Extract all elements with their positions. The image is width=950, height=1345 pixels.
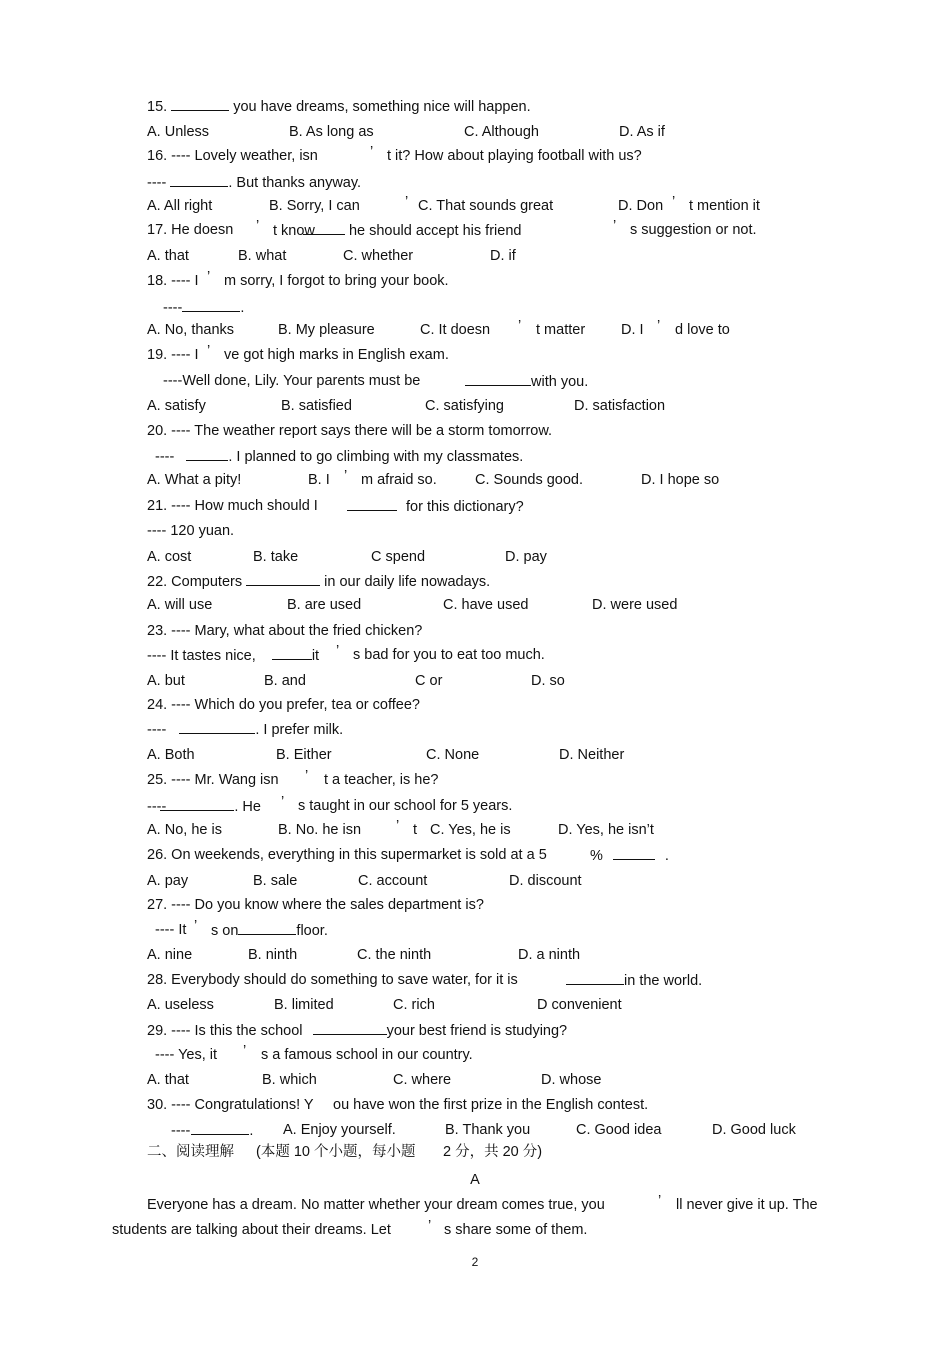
q28-option-b: B. limited xyxy=(274,997,334,1013)
question-21-reply: ---- 120 yuan. xyxy=(147,523,235,539)
passage-label: A xyxy=(470,1172,480,1188)
q15-option-b: B. As long as xyxy=(289,124,374,140)
apostrophe: ’ xyxy=(305,768,309,784)
question-30-cont: ou have won the first prize in the English contest. xyxy=(333,1097,649,1113)
q16-option-d: D. Don xyxy=(618,198,664,214)
q17-option-a: A. that xyxy=(147,248,189,264)
answer-blank xyxy=(613,846,655,860)
q23-option-d: D. so xyxy=(531,673,565,689)
question-24-reply: ---- . I prefer milk. xyxy=(147,722,344,738)
question-28-end: in the world. xyxy=(566,971,702,990)
question-27: 27. ---- Do you know where the sales department is? xyxy=(147,897,484,913)
q27-option-d: D. a ninth xyxy=(518,947,581,963)
question-25-reply-end: s taught in our school for 5 years. xyxy=(298,798,513,814)
q18-option-c-cont: t matter xyxy=(536,322,586,338)
apostrophe: ’ xyxy=(613,218,617,234)
question-24: 24. ---- Which do you prefer, tea or coffee? xyxy=(147,697,420,713)
q29-option-b: B. which xyxy=(262,1072,317,1088)
q27-option-b: B. ninth xyxy=(248,947,298,963)
question-15: 15. you have dreams, something nice will happen. xyxy=(147,99,531,115)
question-19-cont: ve got high marks in English exam. xyxy=(224,347,449,363)
answer-blank xyxy=(238,921,296,935)
q19-option-c: C. satisfying xyxy=(425,398,504,414)
answer-blank xyxy=(303,221,345,235)
q28-option-a: A. useless xyxy=(147,997,214,1013)
q30-option-a: A. Enjoy yourself. xyxy=(283,1122,396,1138)
q20-option-b-cont: m afraid so. xyxy=(361,472,437,488)
question-20: 20. ---- The weather report says there will be a storm tomorrow. xyxy=(147,423,553,439)
question-28: 28. Everybody should do something to save water, for it is xyxy=(147,972,518,988)
answer-blank xyxy=(465,372,531,386)
q27-option-a: A. nine xyxy=(147,947,193,963)
apostrophe: ’ xyxy=(405,194,409,210)
answer-blank xyxy=(313,1021,387,1035)
section-heading: 二、阅读理解 xyxy=(147,1144,234,1160)
q30-option-c: C. Good idea xyxy=(576,1122,662,1138)
apostrophe: ’ xyxy=(194,918,198,934)
q26-option-d: D. discount xyxy=(509,873,582,889)
q22-option-b: B. are used xyxy=(287,597,362,613)
q26-option-c: C. account xyxy=(358,873,428,889)
question-29: 29. ---- Is this the school your best friend is studying? xyxy=(147,1023,568,1039)
q24-option-a: A. Both xyxy=(147,747,195,763)
q29-option-d: D. whose xyxy=(541,1072,602,1088)
q19-option-b: B. satisfied xyxy=(281,398,352,414)
q25-option-c: C. Yes, he is xyxy=(430,822,511,838)
q15-option-c: C. Although xyxy=(464,124,539,140)
q18-option-c: C. It doesn xyxy=(420,322,491,338)
q26-option-b: B. sale xyxy=(253,873,298,889)
q25-option-a: A. No, he is xyxy=(147,822,222,838)
q25-option-b-cont: t xyxy=(413,822,418,838)
q18-option-b: B. My pleasure xyxy=(278,322,375,338)
answer-blank xyxy=(347,497,397,511)
passage-line-end: ll never give it up. The xyxy=(676,1197,818,1213)
question-26-end: % . xyxy=(590,848,669,864)
q16-option-a: A. All right xyxy=(147,198,213,214)
question-21-end: for this dictionary? xyxy=(347,497,524,516)
answer-blank xyxy=(170,173,228,187)
q21-option-b: B. take xyxy=(253,549,299,565)
q19-option-a: A. satisfy xyxy=(147,398,206,414)
answer-blank xyxy=(186,447,228,461)
apostrophe: ’ xyxy=(281,794,285,810)
question-23: 23. ---- Mary, what about the fried chicken? xyxy=(147,623,423,639)
question-29-reply-end: s a famous school in our country. xyxy=(261,1047,473,1063)
question-19-reply: ----Well done, Lily. Your parents must be xyxy=(163,373,421,389)
answer-blank xyxy=(179,720,255,734)
q15-option-d: D. As if xyxy=(619,124,665,140)
question-23-reply: ---- It tastes nice, it xyxy=(147,648,320,664)
q24-option-b: B. Either xyxy=(276,747,332,763)
apostrophe: ’ xyxy=(207,343,211,359)
section-scoring: (本题 10 个小题，每小题 xyxy=(256,1144,416,1160)
question-30-reply: ---- . xyxy=(171,1123,254,1139)
apostrophe: ’ xyxy=(658,1193,662,1209)
question-18-cont: m sorry, I forgot to bring your book. xyxy=(224,273,449,289)
q27-option-c: C. the ninth xyxy=(357,947,432,963)
answer-blank xyxy=(566,971,624,985)
answer-blank xyxy=(160,797,234,811)
q20-option-c: C. Sounds good. xyxy=(475,472,584,488)
q30-option-d: D. Good luck xyxy=(712,1122,796,1138)
passage-line-end: s share some of them. xyxy=(444,1222,588,1238)
question-21: 21. ---- How much should I xyxy=(147,498,318,514)
q22-option-d: D. were used xyxy=(592,597,678,613)
answer-blank xyxy=(182,298,240,312)
question-16-cont: t it? How about playing football with us? xyxy=(387,148,642,164)
q17-option-b: B. what xyxy=(238,248,287,264)
question-17-cont: t know he should accept his friend xyxy=(273,223,522,239)
q18-option-a: A. No, thanks xyxy=(147,322,235,338)
q17-option-d: D. if xyxy=(490,248,516,264)
apostrophe: ’ xyxy=(518,318,522,334)
apostrophe: ’ xyxy=(256,218,260,234)
q23-option-b: B. and xyxy=(264,673,306,689)
passage-line: Everyone has a dream. No matter whether your dream comes true, you xyxy=(147,1197,605,1213)
question-17: 17. He doesn xyxy=(147,222,234,238)
q22-option-c: C. have used xyxy=(443,597,529,613)
q28-option-c: C. rich xyxy=(393,997,435,1013)
q29-option-c: C. where xyxy=(393,1072,452,1088)
q18-option-d: D. I xyxy=(621,322,644,338)
answer-blank xyxy=(272,646,312,660)
apostrophe: ’ xyxy=(243,1043,247,1059)
q20-option-a: A. What a pity! xyxy=(147,472,242,488)
q21-option-a: A. cost xyxy=(147,549,192,565)
apostrophe: ’ xyxy=(657,318,661,334)
question-29-reply: ---- Yes, it xyxy=(155,1047,218,1063)
question-20-reply: ---- . I planned to go climbing with my classmates. xyxy=(155,449,524,465)
q24-option-d: D. Neither xyxy=(559,747,625,763)
section-scoring-end: 2 分，共 20 分) xyxy=(443,1144,543,1160)
q26-option-a: A. pay xyxy=(147,873,189,889)
question-16: 16. ---- Lovely weather, isn xyxy=(147,148,318,164)
apostrophe: ’ xyxy=(672,194,676,210)
q20-option-d: D. I hope so xyxy=(641,472,720,488)
question-25: 25. ---- Mr. Wang isn xyxy=(147,772,279,788)
question-18: 18. ---- I xyxy=(147,273,199,289)
q24-option-c: C. None xyxy=(426,747,480,763)
q29-option-a: A. that xyxy=(147,1072,189,1088)
q23-option-c: C or xyxy=(415,673,443,689)
q16-option-d-cont: t mention it xyxy=(689,198,760,214)
question-26: 26. On weekends, everything in this supermarket is sold at a 5 xyxy=(147,847,547,863)
answer-blank xyxy=(171,97,229,111)
q30-option-b: B. Thank you xyxy=(445,1122,531,1138)
q25-option-b: B. No. he isn xyxy=(278,822,362,838)
question-16-reply: ---- . But thanks anyway. xyxy=(147,175,362,191)
q21-option-d: D. pay xyxy=(505,549,547,565)
question-17-end: s suggestion or not. xyxy=(630,222,757,238)
apostrophe: ’ xyxy=(344,468,348,484)
q20-option-b: B. I xyxy=(308,472,330,488)
answer-blank xyxy=(246,572,320,586)
apostrophe: ’ xyxy=(428,1218,432,1234)
question-18-reply: ---- . xyxy=(163,300,245,316)
q16-option-c: C. That sounds great xyxy=(418,198,554,214)
page-number: 2 xyxy=(471,1255,479,1269)
question-25-reply: ---- . He xyxy=(147,799,261,815)
question-19: 19. ---- I xyxy=(147,347,199,363)
question-30: 30. ---- Congratulations! Y xyxy=(147,1097,314,1113)
question-22: 22. Computers in our daily life nowadays. xyxy=(147,574,491,590)
question-25-cont: t a teacher, is he? xyxy=(324,772,439,788)
question-19-reply-end: with you. xyxy=(465,372,588,391)
question-27-reply: ---- It xyxy=(155,922,187,938)
question-27-reply-end: s on floor. xyxy=(211,923,328,939)
q23-option-a: A. but xyxy=(147,673,185,689)
apostrophe: ’ xyxy=(336,643,340,659)
q19-option-d: D. satisfaction xyxy=(574,398,666,414)
apostrophe: ’ xyxy=(370,144,374,160)
q25-option-d: D. Yes, he isn’t xyxy=(558,822,654,838)
q18-option-d-cont: d love to xyxy=(675,322,730,338)
q16-option-b: B. Sorry, I can xyxy=(269,198,360,214)
q17-option-c: C. whether xyxy=(343,248,414,264)
apostrophe: ’ xyxy=(207,269,211,285)
q22-option-a: A. will use xyxy=(147,597,213,613)
passage-line: students are talking about their dreams. Let xyxy=(112,1222,391,1238)
q15-option-a: A. Unless xyxy=(147,124,210,140)
answer-blank xyxy=(191,1121,249,1135)
question-23-reply-end: s bad for you to eat too much. xyxy=(353,647,545,663)
q21-option-c: C spend xyxy=(371,549,426,565)
apostrophe: ’ xyxy=(396,818,400,834)
q28-option-d: D convenient xyxy=(537,997,622,1013)
